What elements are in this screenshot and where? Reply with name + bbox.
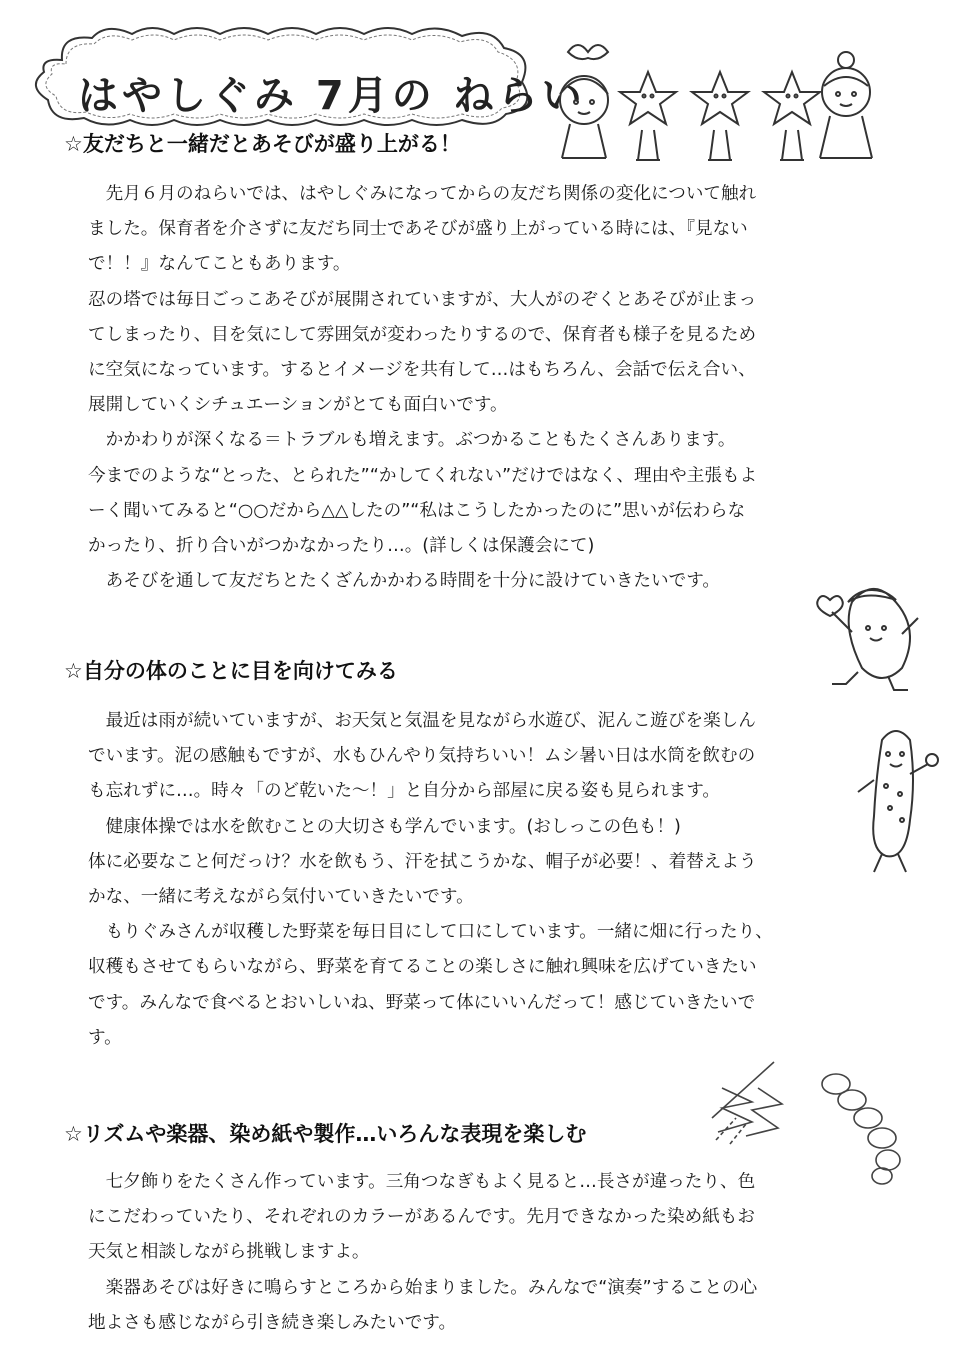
- section-1-heading: ☆友だちと一緒だとあそびが盛り上がる！: [64, 132, 461, 156]
- section-1-line: に空気になっています。するとイメージを共有して…はもちろん、会話で伝え合い、: [88, 359, 756, 380]
- section-2-line: です。みんなで食べるとおいしいね、野菜って体にいいんだって！感じていきたいで: [88, 992, 756, 1013]
- section-1-line: で！！』なんてこともあります。: [88, 254, 351, 275]
- section-2-line: でいます。泥の感触もですが、水もひんやり気持ちいい！ムシ暑い日は水筒を飲むの: [88, 746, 756, 767]
- hikoboshi-head-icon: [822, 68, 870, 116]
- section-1-body: [88, 177, 757, 599]
- section-2-line: 収穫もさせてもらいながら、野菜を育てることの楽しさに触れ興味を広げていきたい: [88, 957, 757, 978]
- section-1-line: ました。保育者を介さずに友だち同士であそびが盛り上がっている時には、『見ない: [88, 219, 748, 240]
- section-2-line: 最近は雨が続いていますが、お天気と気温を見ながら水遊び、泥んこ遊びを楽しん: [88, 711, 756, 731]
- section-2-line: もりぐみさんが収穫した野菜を毎日目にして口にしています。一緒に畑に行ったり、: [88, 922, 773, 943]
- section-2-body: [88, 704, 773, 1056]
- section-3-body: [88, 1165, 757, 1341]
- cucumber-character-illustration: [852, 720, 942, 880]
- princess-head-icon: [560, 76, 608, 124]
- section-1-line: かかわりが深くなる＝トラブルも増えます。ぶつかることもたくさんあります。: [88, 430, 736, 451]
- section-1-line: ーく聞いてみると“○○だから△△したの”“私はこうしたかったのに”思いが伝わらな: [88, 500, 746, 521]
- section-2-line: も忘れずに…。時々「のど乾いた〜！」と自分から部屋に戻る姿も見られます。: [88, 781, 720, 802]
- eggplant-character-illustration: [812, 572, 932, 692]
- section-2-line: す。: [88, 1027, 122, 1048]
- section-2-heading: ☆自分の体のことに目を向けてみる: [64, 659, 398, 683]
- section-2-line: 体に必要なこと何だっけ？水を飲もう、汗を拭こうかな、帽子が必要！、着替えよう: [88, 851, 757, 872]
- section-2-line: かな、一緒に考えながら気付いていきたいです。: [88, 886, 474, 907]
- page-title: はやしぐみ 7月の ねらい: [78, 73, 586, 119]
- section-1-line: かったり、折り合いがつかなかったり…。(詳しくは保護会にて): [88, 535, 595, 556]
- section-1-line: あそびを通して友だちとたくざんかかわる時間を十分に設けていきたいです。: [88, 571, 720, 592]
- star-icon: [620, 72, 676, 124]
- section-3-line: 七夕飾りをたくさん作っています。三角つなぎもよく見ると…長さが違ったり、色: [88, 1172, 756, 1192]
- section-1-line: 忍の塔では毎日ごっこあそびが展開されていますが、大人がのぞくとあそびが止まっ: [88, 289, 757, 310]
- section-3-line: 地よさも感じながら引き続き楽しみたいです。: [88, 1312, 457, 1333]
- section-3-line: 天気と相談しながら挑戦しますよ。: [88, 1242, 370, 1263]
- tanabata-figures-illustration: [548, 30, 878, 165]
- section-1-line: 展開していくシチュエーションがとても面白いです。: [88, 395, 508, 416]
- section-1-line: 今までのような“とった、とられた”“かしてくれない”だけではなく、理由や主張もよ: [88, 465, 758, 486]
- star-icon: [692, 72, 748, 124]
- section-2-line: 健康体操では水を飲むことの大切さも学んでいます。(おしっこの色も！): [88, 816, 681, 837]
- section-3-heading: ☆リズムや楽器、染め紙や製作…いろんな表現を楽しむ: [64, 1122, 587, 1146]
- section-1-line: 先月６月のねらいでは、はやしぐみになってからの友だち関係の変化について触れ: [88, 184, 757, 204]
- title-cloud-banner: [22, 20, 586, 130]
- section-3-line: にこだわっていたり、それぞれのカラーがあるんです。先月できなかった染め紙もお: [88, 1207, 755, 1228]
- star-icon: [764, 72, 820, 124]
- section-3-line: 楽器あそびは好きに鳴らすところから始まりました。みんなで“演奏”することの心: [88, 1277, 758, 1298]
- section-1-line: てしまったり、目を気にして雰囲気が変わったりするので、保育者も様子を見るため: [88, 324, 757, 345]
